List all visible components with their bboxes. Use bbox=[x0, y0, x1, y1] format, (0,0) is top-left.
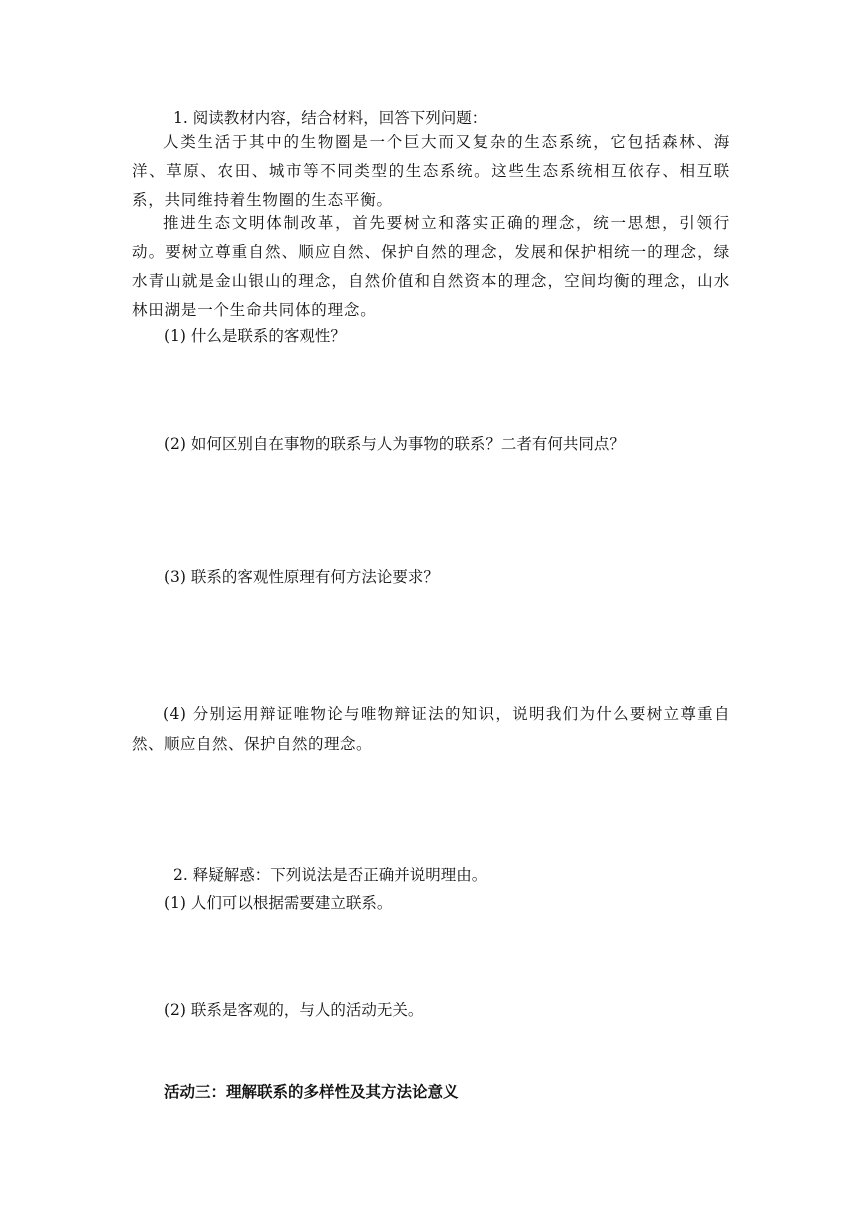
question-1-sub-1: (1) 什么是联系的客观性？ bbox=[164, 327, 346, 345]
material-paragraph-2: 推进生态文明体制改革，首先要树立和落实正确的理念，统一思想，引领行动。要树立尊重自然、顺应自然、保护自然的理念，发展和保护相统一的理念，绿水青山就是金山银山的理念，自然价值和自然资本的理念，空间均衡的理念，山水林田湖是一个生命共同体的理念。 bbox=[132, 214, 730, 319]
material-paragraph-1: 人类生活于其中的生物圈是一个巨大而又复杂的生态系统，它包括森林、海洋、草原、农田、城市等不同类型的生态系统。这些生态系统相互依存、相互联系，共同维持着生物圈的生态平衡。 bbox=[132, 133, 730, 209]
question-1-sub-4: (4) 分别运用辩证唯物论与唯物辩证法的知识，说明我们为什么要树立尊重自然、顺应自然、保护自然的理念。 bbox=[132, 705, 730, 753]
question-2-sub-2: (2) 联系是客观的，与人的活动无关。 bbox=[164, 1001, 424, 1019]
question-1-sub-3: (3) 联系的客观性原理有何方法论要求？ bbox=[164, 568, 439, 586]
activity-3-heading: 活动三：理解联系的多样性及其方法论意义 bbox=[164, 1083, 459, 1101]
question-2-intro: 2. 释疑解惑：下列说法是否正确并说明理由。 bbox=[173, 866, 488, 884]
question-1-sub-2: (2) 如何区别自在事物的联系与人为事物的联系？二者有何共同点？ bbox=[164, 435, 625, 453]
question-1-intro: 1. 阅读教材内容，结合材料，回答下列问题： bbox=[173, 109, 488, 127]
question-2-sub-1: (1) 人们可以根据需要建立联系。 bbox=[164, 894, 393, 912]
